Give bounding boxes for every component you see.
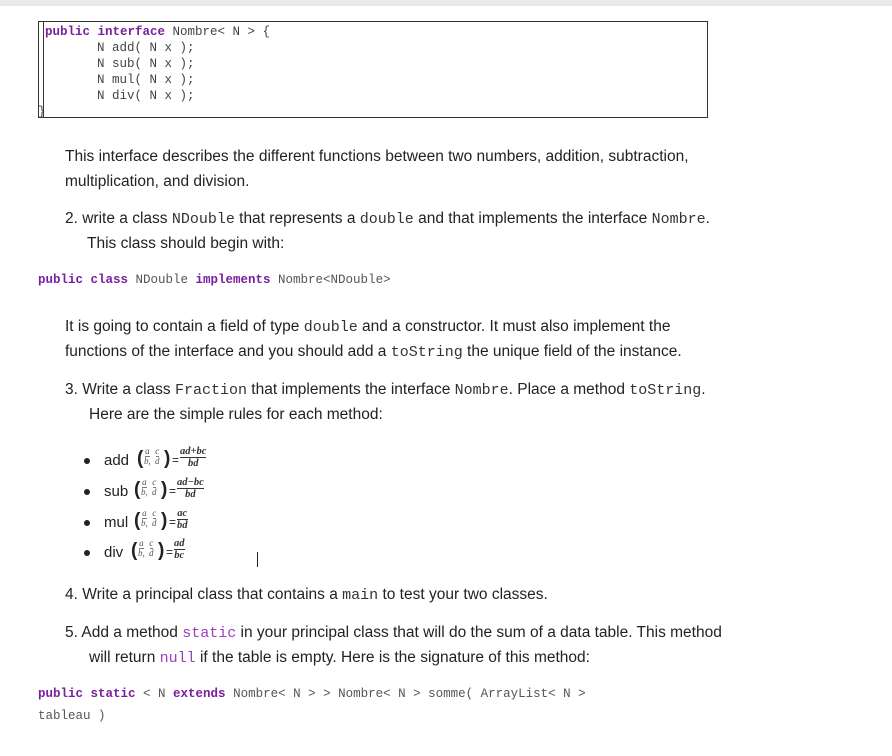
fraction-denominator: d [155,456,160,466]
text: 4. Write a principal class that contains a [65,586,343,603]
code-keyword: public class [38,273,129,287]
inline-code: Nombre [454,382,509,399]
text: and a constructor. It must also implement the [357,318,671,335]
text: It is going to contain a field of type [65,318,304,335]
equals-sign: = [172,453,180,467]
text: the unique field of the instance. [462,343,682,360]
result-numerator: ad−bc [177,477,204,488]
fraction-denominator: b [141,518,146,528]
open-paren: ( [134,479,141,500]
text: . [705,210,710,227]
somme-signature-line-2: tableau ) [38,709,106,723]
fraction-numerator: c [152,477,157,487]
argument-fraction [152,509,157,528]
question-3-line-1 [65,377,706,403]
close-paren: ) [164,448,171,469]
bullet-icon [84,550,90,556]
fraction-numerator: a [142,477,147,487]
text: that implements the interface [246,381,455,398]
argument-fraction [138,539,145,558]
code-line-1 [45,24,270,40]
code-text: Nombre< N > { [165,25,271,39]
text: 2. write a class [65,210,172,227]
question-5-line-1 [65,620,722,646]
result-denominator: bd [177,520,188,531]
result-numerator: ad [174,538,185,549]
bullet-icon [84,489,90,495]
code-keyword: implements [195,273,271,287]
inline-code: toString [390,344,463,361]
comma: , [145,518,148,528]
code-method-line: N add( N x ); [97,41,195,55]
code-method-line: N mul( N x ); [97,73,195,87]
inline-code: NDouble [171,211,235,228]
close-paren: ) [158,540,165,561]
text: . [701,381,706,398]
code-text: NDouble [128,273,196,287]
intro-line-2: multiplication, and division. [65,173,250,190]
inline-code: Fraction [174,382,247,399]
text: and that implements the interface [413,210,652,227]
result-fraction [174,538,185,561]
fraction-denominator: d [149,548,154,558]
text: 3. Write a class [65,381,175,398]
comma: , [145,487,148,497]
equals-sign: = [169,515,177,529]
fraction-numerator: c [149,538,154,548]
equals-sign: = [169,484,177,498]
rule-function-name: mul [104,514,129,531]
fraction-numerator: c [152,508,157,518]
argument-fraction [149,539,154,558]
argument-fraction [141,509,148,528]
fraction-numerator: c [155,446,160,456]
question-4 [65,582,548,608]
open-paren: ( [131,540,138,561]
text: that represents a [234,210,360,227]
inline-code: double [303,319,358,336]
text: . Place a method [508,381,630,398]
text: will return [89,649,160,666]
fraction-numerator: a [139,538,144,548]
fraction-denominator: b [144,456,149,466]
code-method-line: N div( N x ); [97,89,195,103]
question-3-line-2: Here are the simple rules for each method: [89,406,383,423]
inline-code: null [159,650,196,667]
inline-code: main [342,587,379,604]
inline-code: toString [629,382,702,399]
fraction-numerator: a [145,446,150,456]
result-denominator: bd [185,489,196,500]
open-paren: ( [137,448,144,469]
equals-sign: = [166,545,174,559]
somme-signature-line-1 [38,687,586,701]
field-paragraph-line-2 [65,339,682,365]
bullet-icon [84,520,90,526]
question-2-line-1 [65,206,710,232]
code-closing-brace: } [38,105,46,119]
inline-code: static [182,625,237,642]
text: 5. Add a method [65,624,183,641]
result-denominator: bc [174,550,185,561]
argument-fraction [141,478,148,497]
interface-code-block [38,21,708,118]
result-numerator: ad+bc [180,446,207,457]
question-5-line-2 [89,645,590,671]
text: functions of the interface and you should add a [65,343,391,360]
code-text: < N [135,687,174,701]
inline-code: Nombre [651,211,706,228]
close-paren: ) [161,479,168,500]
code-text: Nombre< N > > Nombre< N > somme( ArrayList< N > [225,687,586,701]
argument-fraction [144,447,151,466]
argument-fraction [155,447,160,466]
fraction-denominator: b [138,548,143,558]
ndouble-declaration [38,273,391,287]
code-keyword: public interface [45,25,166,39]
result-denominator: bd [187,458,199,469]
fraction-denominator: b [141,487,146,497]
code-text: Nombre<NDouble> [270,273,391,287]
text: in your principal class that will do the sum of a data table. This method [236,624,722,641]
rule-function-name: div [104,544,124,561]
fraction-denominator: d [152,518,157,528]
comma: , [142,548,145,558]
rule-function-name: add [104,452,130,469]
result-fraction [180,446,206,469]
open-paren: ( [134,510,141,531]
bullet-icon [84,458,90,464]
argument-fraction [152,478,157,497]
result-fraction [177,508,188,531]
field-paragraph-line-1 [65,314,670,340]
close-paren: ) [161,510,168,531]
result-numerator: ac [177,508,188,519]
text: to test your two classes. [378,586,548,603]
code-keyword: extends [173,687,226,701]
question-2-line-2: This class should begin with: [87,235,285,252]
text-cursor [257,552,258,567]
intro-line-1: This interface describes the different functions between two numbers, addition, subtraction, [65,148,689,165]
rule-function-name: sub [104,483,129,500]
code-keyword: public static [38,687,136,701]
text: if the table is empty. Here is the signature of this method: [195,649,590,666]
top-strip [0,0,892,6]
fraction-denominator: d [152,487,157,497]
code-method-line: N sub( N x ); [97,57,195,71]
fraction-numerator: a [142,508,147,518]
inline-code: double [359,211,414,228]
comma: , [148,456,151,466]
result-fraction [177,477,204,500]
